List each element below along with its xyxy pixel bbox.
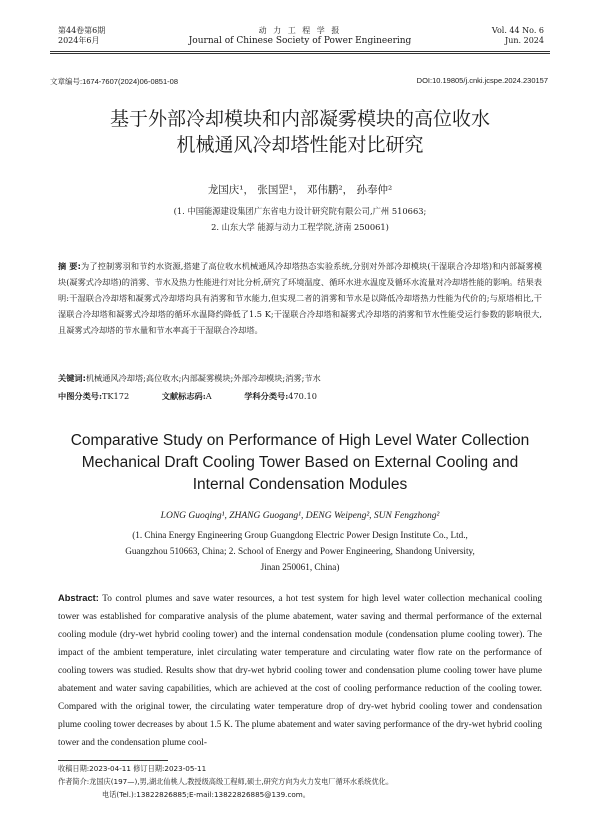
en-affil-line2: Guangzhou 510663, China; 2. School of Energy and Power Engineering, Shandong University, — [125, 546, 475, 556]
cn-abstract — [58, 258, 542, 338]
cn-title — [60, 106, 540, 158]
en-authors: LONG Guoqing¹, ZHANG Guogang¹, DENG Weipeng², SUN Fengzhong² — [160, 511, 440, 521]
en-abstract — [58, 589, 542, 752]
clc-value: TK172 — [101, 391, 130, 401]
journal-date-cn: 2024年6月 — [58, 36, 100, 45]
classification-line — [58, 391, 347, 402]
article-id: 文章编号:1674-7607(2024)06-0851-08 — [50, 77, 178, 86]
cn-keywords-text: 机械通风冷却塔;高位收水;内部凝雾模块;外部冷却模块;消雾;节水 — [85, 373, 321, 383]
journal-name-cn: 动 力 工 程 学 报 — [258, 26, 342, 35]
cn-keywords-label: 关键词: — [58, 373, 86, 383]
clc-field — [58, 391, 129, 401]
footnote-contact: 电话(Tel.):13822826885;E-mail:13822826885@139.com。 — [102, 790, 310, 799]
journal-vol-en: Vol. 44 No. 6 — [491, 26, 544, 35]
journal-issue-cn: 第44卷第6期 — [58, 26, 106, 35]
footnote-received: 收稿日期:2023-04-11 修订日期:2023-05-11 — [58, 764, 207, 773]
en-affil-line3: Jinan 250061, China) — [260, 562, 340, 572]
en-affiliations — [60, 527, 540, 575]
en-title — [50, 430, 550, 496]
en-affil-line1: (1. China Energy Engineering Group Guangdong Electric Power Design Institute Co., Ltd., — [132, 530, 468, 540]
cn-title-line2: 机械通风冷却塔性能对比研究 — [176, 134, 424, 156]
doc-code-field — [162, 391, 212, 401]
header-rule — [50, 51, 550, 52]
doc-code-value: A — [205, 391, 212, 401]
cn-title-line1: 基于外部冷却模块和内部凝雾模块的高位收水 — [109, 108, 490, 130]
footnote-author-bio: 作者简介:龙国庆(197—),男,湖北仙桃人,教授级高级工程师,硕士,研究方向为火力发电厂循环水系统优化。 — [58, 777, 394, 786]
en-title-line1: Comparative Study on Performance of High Level Water Collection — [70, 432, 530, 449]
cn-authors: 龙国庆¹， 张国罡¹， 邓伟鹏²， 孙奉仲² — [207, 184, 393, 196]
article-doi: DOI:10.19805/j.cnki.jcspe.2024.230157 — [416, 76, 548, 85]
en-abstract-text: To control plumes and save water resources, a hot test system for high level water collection mechanical cooling tower was established for comparative analysis of the plume abatement, water saving and thermal performance of the external cooling module (dry-wet hybrid cooling tower) and the internal condensation module (condensation plume cooling tower). The impact of the ambient temperature, inlet circulating water temperature and circulating water flow rate on the performance of cooling towers was studied. Results show that dry-wet hybrid cooling tower and condensation plume cooling tower have plume abatement and water saving capabilities, which are achieved at the cost of cooling performance reduction of the cooling tower. Compared with the original tower, the circulating water temperature drop of dry-wet hybrid cooling tower and condensation plume cooling tower decreases by about 1.5 K. The plume abatement and water saving performance of the dry-wet hybrid cooling tower and the condensation plume cool- — [58, 594, 543, 748]
subject-value: 470.10 — [288, 391, 317, 401]
journal-name-en: Journal of Chinese Society of Power Engineering — [188, 36, 412, 46]
cn-keywords — [58, 373, 542, 384]
clc-label: 中图分类号: — [58, 391, 102, 401]
en-abstract-label: Abstract: — [58, 593, 99, 603]
cn-affil-line2: 2. 山东大学 能源与动力工程学院,济南 250061) — [211, 222, 389, 232]
cn-affil-line1: (1. 中国能源建设集团广东省电力设计研究院有限公司,广州 510663; — [173, 206, 427, 216]
journal-date-en: Jun. 2024 — [505, 36, 544, 45]
cn-affiliations — [60, 203, 540, 235]
cn-abstract-label: 摘 要: — [58, 261, 81, 271]
doc-code-label: 文献标志码: — [161, 391, 206, 401]
journal-volume — [492, 26, 544, 46]
subject-label: 学科分类号: — [244, 391, 289, 401]
footnote-rule — [58, 760, 168, 761]
en-title-line2: Mechanical Draft Cooling Tower Based on External Cooling and — [81, 454, 519, 471]
en-title-line3: Internal Condensation Modules — [192, 476, 408, 493]
cn-abstract-text: 为了控制雾羽和节约水资源,搭建了高位收水机械通风冷却塔热态实验系统,分别对外部冷却模块(干湿联合冷却塔)和内部凝雾模块(凝雾式冷却塔)的消雾、节水及热力性能进行对比分析,研究了环境温度、循环水进水温度及循环水流量对冷却塔性能的影响。结果表明:干湿联合冷却塔和凝雾式冷却塔均具有消雾和节水能力,但实现二者的消雾和节水是以降低冷却塔热力性能为代价的;与原塔相比,干湿联合冷却塔和凝雾式冷却塔的循环水温降约降低了1.5 K;干湿联合冷却塔和凝雾式冷却塔的消雾和节水性能受运行参数的影响很大,且凝雾式冷却塔的节水量和节水率高于干湿联合冷却塔。 — [58, 261, 542, 335]
header-rule-thin — [50, 53, 550, 54]
subject-field — [244, 391, 317, 401]
